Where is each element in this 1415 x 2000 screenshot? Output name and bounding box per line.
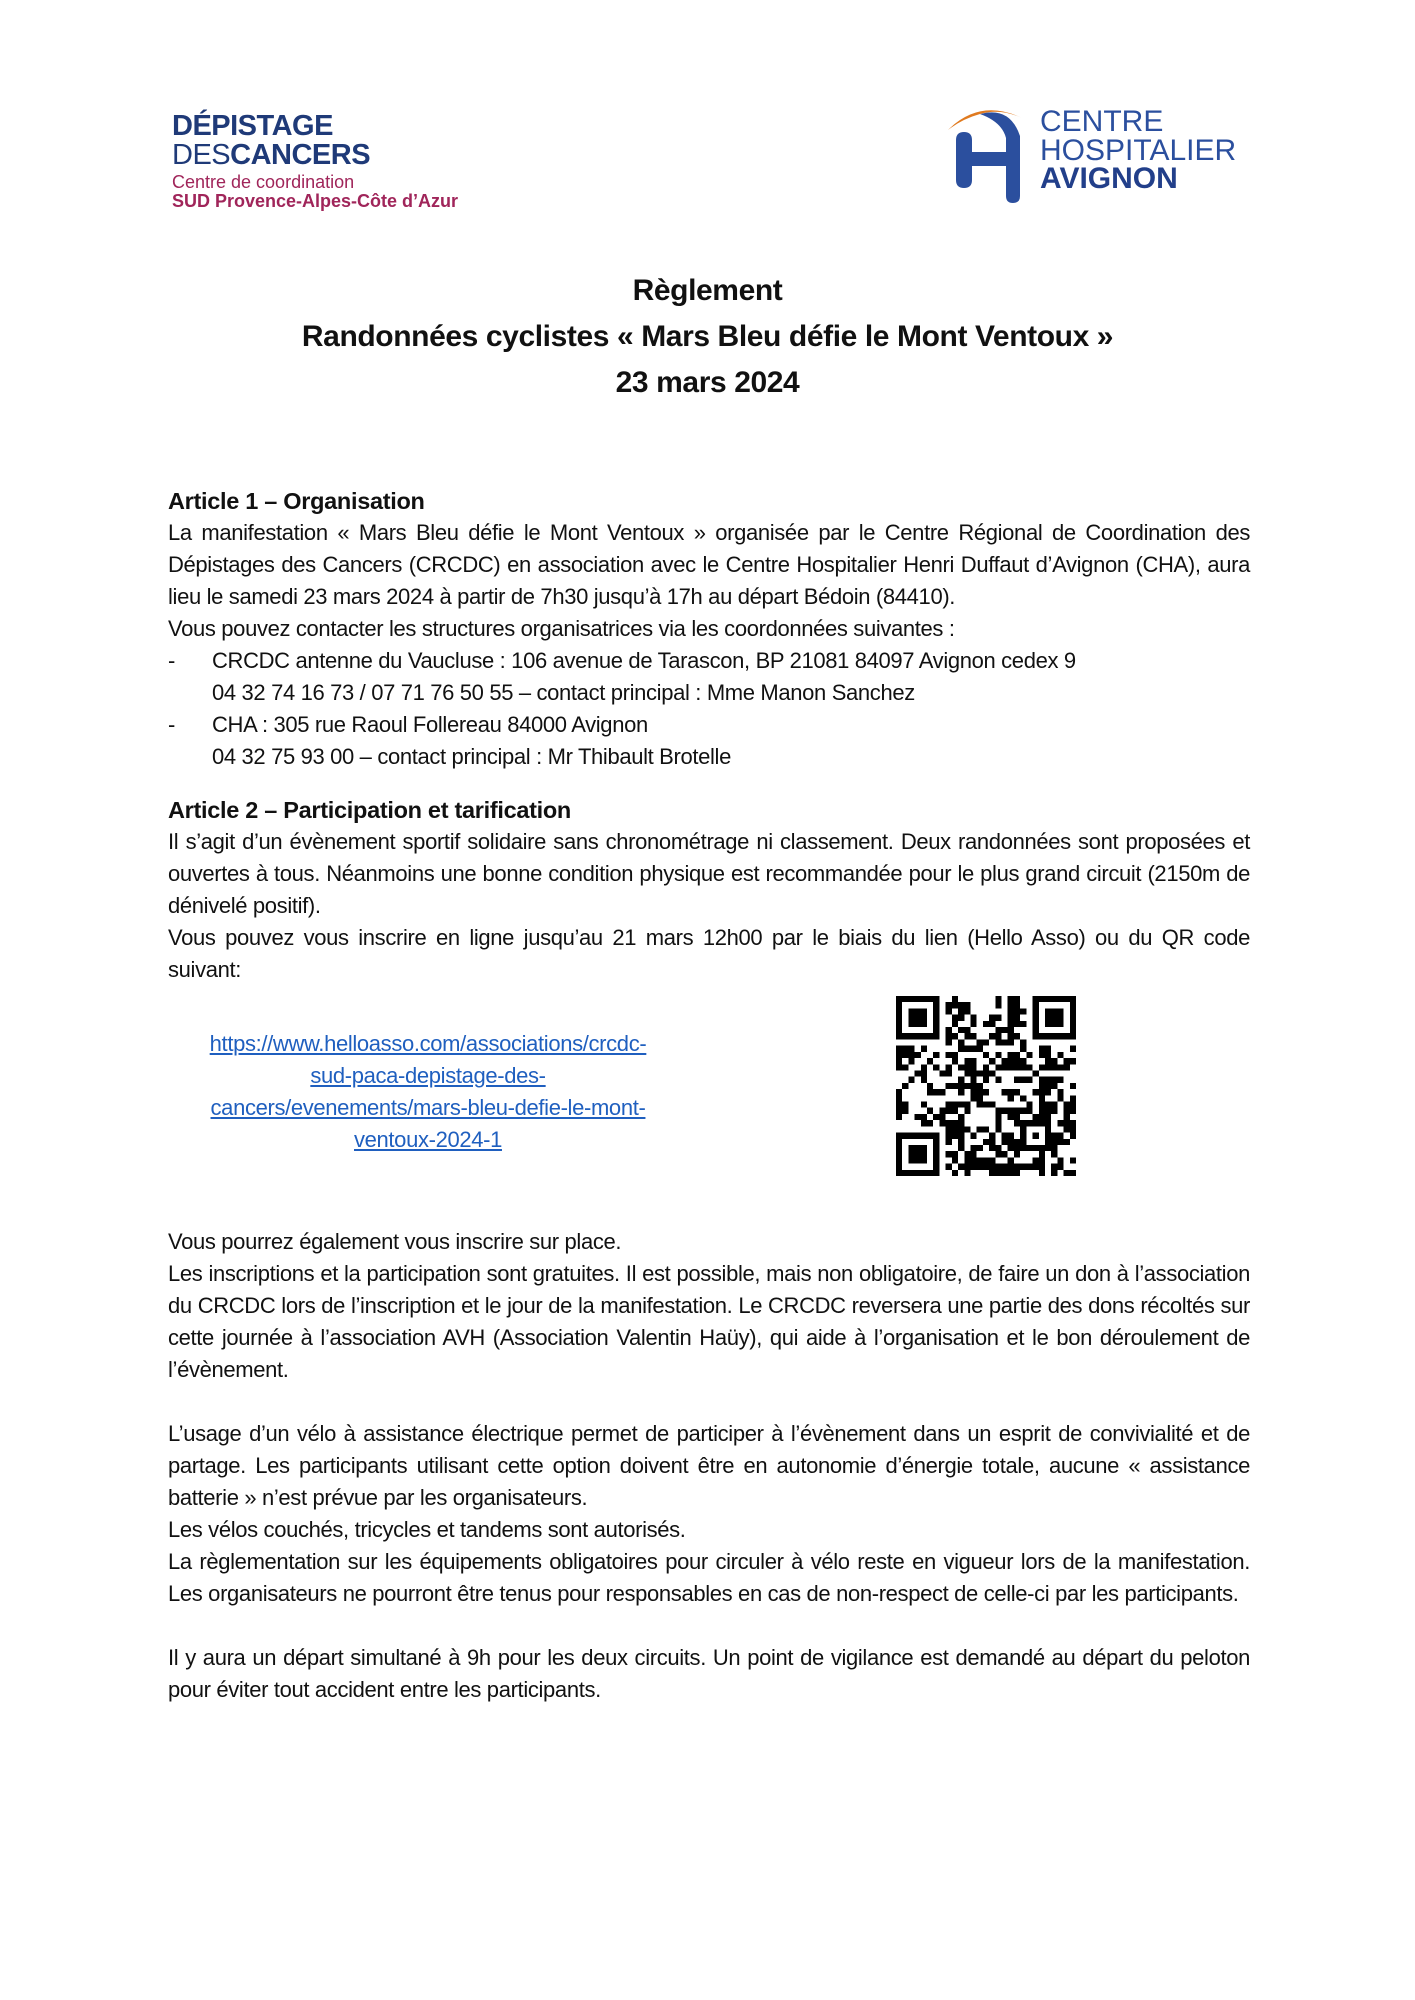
- title-line-1: Règlement: [632, 274, 783, 307]
- logo-left-line3: Centre de coordination: [172, 172, 355, 192]
- logo-left-line2-bold: CANCERS: [230, 139, 371, 171]
- contact-address: CRCDC antenne du Vaucluse : 106 avenue de Tarascon, BP 21081 84097 Avignon cedex 9: [212, 648, 1076, 673]
- link-line-4: ventoux-2024-1: [354, 1127, 502, 1152]
- document-body: [168, 485, 1250, 1706]
- article-2-paragraph-3: Vous pourrez également vous inscrire sur place.: [168, 1229, 622, 1254]
- helloasso-link-block: [178, 1028, 678, 1156]
- title-line-2: Randonnées cyclistes « Mars Bleu défie le Mont Ventoux »: [301, 320, 1114, 353]
- logo-right-text: [1040, 105, 1237, 195]
- logo-right-line3: AVIGNON: [1040, 162, 1178, 195]
- link-line-3: cancers/evenements/mars-bleu-defie-le-mont-: [210, 1095, 646, 1120]
- article-2-paragraph-2: Vous pouvez vous inscrire en ligne jusqu’au 21 mars 12h00 par le biais du lien (Hello Asso) ou du QR code suivant:: [168, 925, 1250, 982]
- article-1-paragraph-1: La manifestation « Mars Bleu défie le Mont Ventoux » organisée par le Centre Régional de Coordination des Dépistages des Cancers (CRCDC) en association avec le Centre Hospitalier Henri Duffaut d’Avignon (CHA), aura lieu le samedi 23 mars 2024 à partir de 7h30 jusqu’à 17h au départ Bédoin (84410).: [168, 520, 1250, 609]
- contact-address: CHA : 305 rue Raoul Follereau 84000 Avignon: [212, 712, 648, 737]
- bullet-dash: -: [168, 712, 175, 737]
- spacer: [168, 773, 1250, 794]
- document-title: [0, 268, 1415, 406]
- logo-right-line1: CENTRE: [1040, 105, 1164, 138]
- contact-phone: 04 32 74 16 73 / 07 71 76 50 55 – contact principal : Mme Manon Sanchez: [212, 680, 915, 705]
- article-2-paragraph-8: Il y aura un départ simultané à 9h pour les deux circuits. Un point de vigilance est demandé au départ du peloton pour éviter tout accident entre les participants.: [168, 1645, 1250, 1702]
- registration-row: [168, 986, 1250, 1226]
- logo-left-line4: SUD Provence-Alpes-Côte d’Azur: [172, 191, 459, 211]
- contact-text: [212, 709, 1250, 773]
- article-2-paragraph-4: Les inscriptions et la participation sont gratuites. Il est possible, mais non obligatoire, de faire un don à l’association du CRCDC lors de l’inscription et le jour de la manifestation. Le CRCDC reversera une partie des dons récoltés sur cette journée à l’association AVH (Association Valentin Haüy), qui aide à l’organisation et le bon déroulement de l’évènement.: [168, 1261, 1250, 1382]
- contact-text: [212, 645, 1250, 709]
- link-line-1: https://www.helloasso.com/associations/crcdc-: [209, 1031, 647, 1056]
- helloasso-link[interactable]: [210, 1031, 647, 1152]
- logo-left-line2-thin: DES: [172, 139, 231, 171]
- spacer: [168, 1386, 1250, 1418]
- contact-item: [168, 645, 1250, 709]
- article-2-paragraph-7: La règlementation sur les équipements obligatoires pour circuler à vélo reste en vigueur lors de la manifestation. Les organisateurs ne pourront être tenus pour responsables en cas de non-respect de celle-ci par les participants.: [168, 1549, 1250, 1606]
- link-line-2: sud-paca-depistage-des-: [310, 1063, 546, 1088]
- logo-left-line2: [172, 141, 458, 170]
- logo-left-line1: DÉPISTAGE: [172, 110, 333, 142]
- bullet-dash: -: [168, 648, 175, 673]
- qr-code-icon[interactable]: [896, 996, 1076, 1176]
- article-2-paragraph-1: Il s’agit d’un évènement sportif solidaire sans chronométrage ni classement. Deux randonnées sont proposées et ouvertes à tous. Néanmoins une bonne condition physique est recommandée pour le plus grand circuit (2150m de dénivelé positif).: [168, 829, 1250, 918]
- title-line-3: 23 mars 2024: [615, 366, 800, 399]
- contact-phone: 04 32 75 93 00 – contact principal : Mr Thibault Brotelle: [212, 744, 731, 769]
- centre-hospitalier-avignon-logo: [940, 100, 1240, 205]
- contact-item: [168, 709, 1250, 773]
- logo-right-line2: HOSPITALIER: [1040, 133, 1237, 167]
- article-1-paragraph-2: Vous pouvez contacter les structures organisatrices via les coordonnées suivantes :: [168, 616, 955, 641]
- article-2-paragraph-5: L’usage d’un vélo à assistance électrique permet de participer à l’évènement dans un esprit de convivialité et de partage. Les participants utilisant cette option doivent être en autonomie d’énergie totale, aucune « assistance batterie » n’est prévue par les organisateurs.: [168, 1421, 1250, 1510]
- hospital-h-icon: [940, 100, 1030, 205]
- article-1-heading: Article 1 – Organisation: [168, 488, 425, 514]
- article-2-paragraph-6: Les vélos couchés, tricycles et tandems sont autorisés.: [168, 1517, 686, 1542]
- depistage-cancers-logo: [172, 112, 458, 210]
- article-2-heading: Article 2 – Participation et tarification: [168, 797, 571, 823]
- spacer: [168, 1610, 1250, 1642]
